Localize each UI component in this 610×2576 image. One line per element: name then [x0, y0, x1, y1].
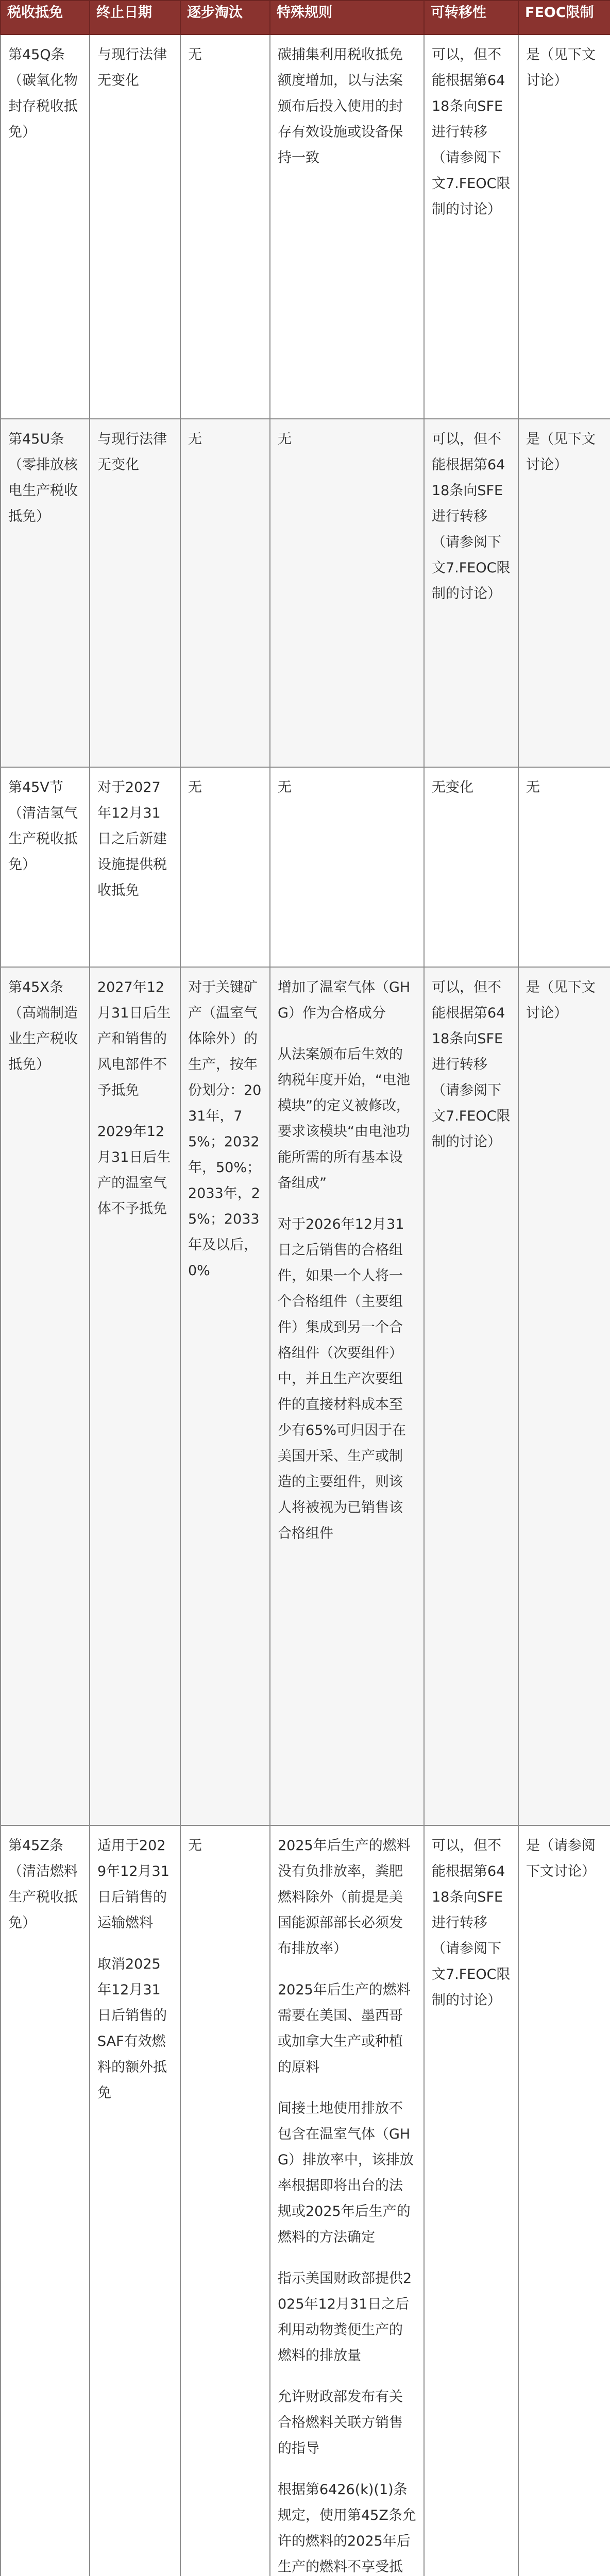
cell-phase-out [180, 419, 270, 767]
credit-name: （碳氧化物封存税收抵免） [8, 73, 78, 140]
cell-transferability [424, 419, 518, 767]
special-rule-text: 根据第6426(k)(1)条规定，使用第45Z条允许的燃料的2025年后生产的燃料不享受抵 [278, 2482, 416, 2575]
phase-out-text: 无 [188, 779, 202, 795]
cell-special-rules [270, 967, 424, 1825]
table-row [1, 1825, 610, 2576]
cell-phase-out [180, 967, 270, 1825]
cell-end-date [90, 967, 180, 1825]
special-rule-text: 指示美国财政部提供2025年12月31日之后利用动物粪便生产的燃料的排放量 [278, 2270, 412, 2364]
credit-name: （清洁燃料生产税收抵免） [8, 1863, 78, 1931]
header-credit: 税收抵免 [1, 1, 90, 35]
cell-credit [1, 767, 90, 967]
credit-code: 第45Q条 [8, 47, 65, 63]
table-row [1, 967, 610, 1825]
special-rule-text: 对于2026年12月31日之后销售的合格组件，如果一个人将一个合格组件（主要组件）集成到另一个合格组件（次要组件）中，并且生产次要组件的直接材料成本至少有65%可归因于在美国开采、生产或制造的主要组件，则该人将被视为已销售该合格组件 [278, 1216, 406, 1541]
phase-out-text: 无 [188, 47, 202, 63]
credit-code: 第45U条 [8, 431, 64, 447]
cell-feoc [518, 967, 610, 1825]
special-rule-text: 无 [278, 431, 292, 447]
transferability-text: 可以，但不能根据第6418条向SFE进行转移（请参阅下文7.FEOC限制的讨论） [432, 47, 511, 217]
phase-out-text: 对于关键矿产（温室气体除外）的生产，按年份划分：2031年，75%；2032年，50%；2033年，25%；2033年及以后，0% [188, 979, 262, 1279]
table-row [1, 35, 610, 419]
cell-credit [1, 967, 90, 1825]
end-date-text: 适用于2029年12月31日后销售的运输燃料 [97, 1838, 170, 1931]
feoc-text: 是（见下文讨论） [526, 47, 596, 89]
credit-code: 第45V节 [8, 779, 63, 795]
cell-feoc [518, 1825, 610, 2576]
header-transferability: 可转移性 [424, 1, 518, 35]
cell-credit [1, 1825, 90, 2576]
end-date-text: 对于2027年12月31日之后新建设施提供税收抵免 [97, 779, 167, 899]
special-rule-text: 增加了温室气体（GHG）作为合格成分 [278, 979, 411, 1021]
table-row [1, 767, 610, 967]
header-end-date: 终止日期 [90, 1, 180, 35]
cell-feoc [518, 767, 610, 967]
feoc-text: 是（请参阅下文讨论） [526, 1838, 596, 1879]
cell-phase-out [180, 1825, 270, 2576]
cell-end-date [90, 35, 180, 419]
cell-special-rules [270, 767, 424, 967]
special-rule-text: 碳捕集利用税收抵免额度增加，以与法案颁布后投入使用的封存有效设施或设备保持一致 [278, 47, 403, 166]
end-date-text: 取消2025年12月31日后销售的SAF有效燃料的额外抵免 [97, 1956, 167, 2101]
credit-name: （零排放核电生产税收抵免） [8, 457, 78, 524]
cell-feoc [518, 35, 610, 419]
credit-name: （高端制造业生产税收抵免） [8, 1005, 78, 1073]
cell-special-rules [270, 419, 424, 767]
cell-end-date [90, 419, 180, 767]
cell-end-date [90, 767, 180, 967]
cell-phase-out [180, 35, 270, 419]
transferability-text: 可以，但不能根据第6418条向SFE进行转移（请参阅下文7.FEOC限制的讨论） [432, 979, 511, 1150]
special-rule-text: 允许财政部发布有关合格燃料关联方销售的指导 [278, 2389, 403, 2456]
end-date-text: 2027年12月31日后生产和销售的风电部件不予抵免 [97, 979, 171, 1098]
special-rule-text: 间接土地使用排放不包含在温室气体（GHG）排放率中，该排放率根据即将出台的法规或2025年后生产的燃料的方法确定 [278, 2100, 414, 2245]
transferability-text: 可以，但不能根据第6418条向SFE进行转移（请参阅下文7.FEOC限制的讨论） [432, 1838, 511, 2008]
end-date-text: 与现行法律无变化 [97, 431, 167, 473]
special-rule-text: 2025年后生产的燃料没有负排放率，粪肥燃料除外（前提是美国能源部部长必须发布排放率） [278, 1838, 411, 1957]
header-phase-out: 逐步淘汰 [180, 1, 270, 35]
end-date-text: 2029年12月31日后生产的温室气体不予抵免 [97, 1124, 171, 1217]
cell-feoc [518, 419, 610, 767]
table-row [1, 419, 610, 767]
cell-phase-out [180, 767, 270, 967]
header-feoc: FEOC限制 [518, 1, 610, 35]
cell-credit [1, 35, 90, 419]
header-special-rules: 特殊规则 [270, 1, 424, 35]
cell-transferability [424, 767, 518, 967]
transferability-text: 无变化 [432, 779, 473, 795]
special-rule-text: 2025年后生产的燃料需要在美国、墨西哥或加拿大生产或种植的原料 [278, 1982, 411, 2075]
feoc-text: 是（见下文讨论） [526, 431, 596, 473]
special-rule-text: 从法案颁布后生效的纳税年度开始，“电池模块”的定义被修改，要求该模块“由电池功能所需的所有基本设备组成” [278, 1046, 410, 1191]
cell-transferability [424, 967, 518, 1825]
cell-special-rules [270, 35, 424, 419]
end-date-text: 与现行法律无变化 [97, 47, 167, 89]
feoc-text: 无 [526, 779, 540, 795]
special-rule-text: 无 [278, 779, 292, 795]
phase-out-text: 无 [188, 431, 202, 447]
credit-code: 第45Z条 [8, 1838, 63, 1854]
credit-name: （清洁氢气生产税收抵免） [8, 805, 78, 873]
feoc-text: 是（见下文讨论） [526, 979, 596, 1021]
cell-end-date [90, 1825, 180, 2576]
credit-code: 第45X条 [8, 979, 63, 995]
transferability-text: 可以，但不能根据第6418条向SFE进行转移（请参阅下文7.FEOC限制的讨论） [432, 431, 511, 602]
cell-transferability [424, 1825, 518, 2576]
cell-transferability [424, 35, 518, 419]
cell-special-rules [270, 1825, 424, 2576]
cell-credit [1, 419, 90, 767]
table-header-row [1, 1, 610, 35]
phase-out-text: 无 [188, 1838, 202, 1854]
